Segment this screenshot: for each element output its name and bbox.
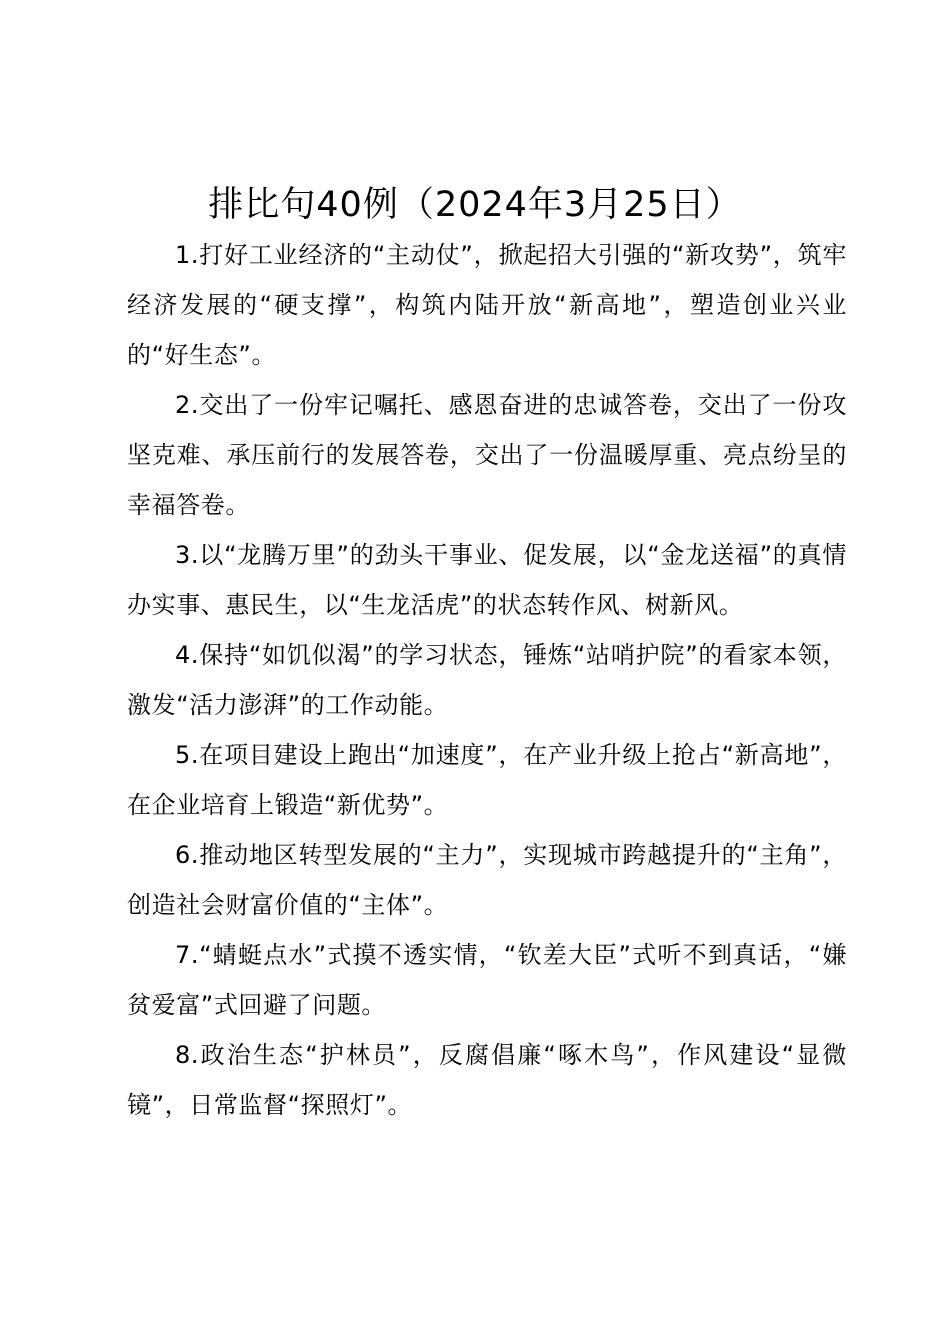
document-title: 排比句40例（2024年3月25日） (208, 185, 742, 225)
paragraph-4: 4.保持“如饥似渴”的学习状态，锤炼“站哨护院”的看家本领，激发“活力澎湃”的工作动能。 (127, 641, 847, 719)
paragraph-6: 6.推动地区转型发展的“主力”，实现城市跨越提升的“主角”，创造社会财富价值的“主体”。 (127, 841, 847, 919)
paragraph-1: 1.打好工业经济的“主动仗”，掀起招大引强的“新攻势”，筑牢经济发展的“硬支撑”，构筑内陆开放“新高地”，塑造创业兴业的“好生态”。 (127, 241, 847, 369)
document-body (127, 230, 847, 1130)
paragraph-3: 3.以“龙腾万里”的劲头干事业、促发展，以“金龙送福”的真情办实事、惠民生，以“生龙活虎”的状态转作风、树新风。 (127, 541, 847, 619)
paragraph-8: 8.政治生态“护林员”，反腐倡廉“啄木鸟”，作风建设“显微镜”，日常监督“探照灯”。 (127, 1041, 847, 1119)
paragraph-7: 7.“蜻蜓点水”式摸不透实情，“钦差大臣”式听不到真话，“嫌贫爱富”式回避了问题。 (127, 941, 847, 1019)
paragraph-2: 2.交出了一份牢记嘱托、感恩奋进的忠诚答卷，交出了一份攻坚克难、承压前行的发展答卷，交出了一份温暖厚重、亮点纷呈的幸福答卷。 (127, 391, 847, 519)
paragraph-5: 5.在项目建设上跑出“加速度”，在产业升级上抢占“新高地”，在企业培育上锻造“新优势”。 (127, 741, 847, 819)
